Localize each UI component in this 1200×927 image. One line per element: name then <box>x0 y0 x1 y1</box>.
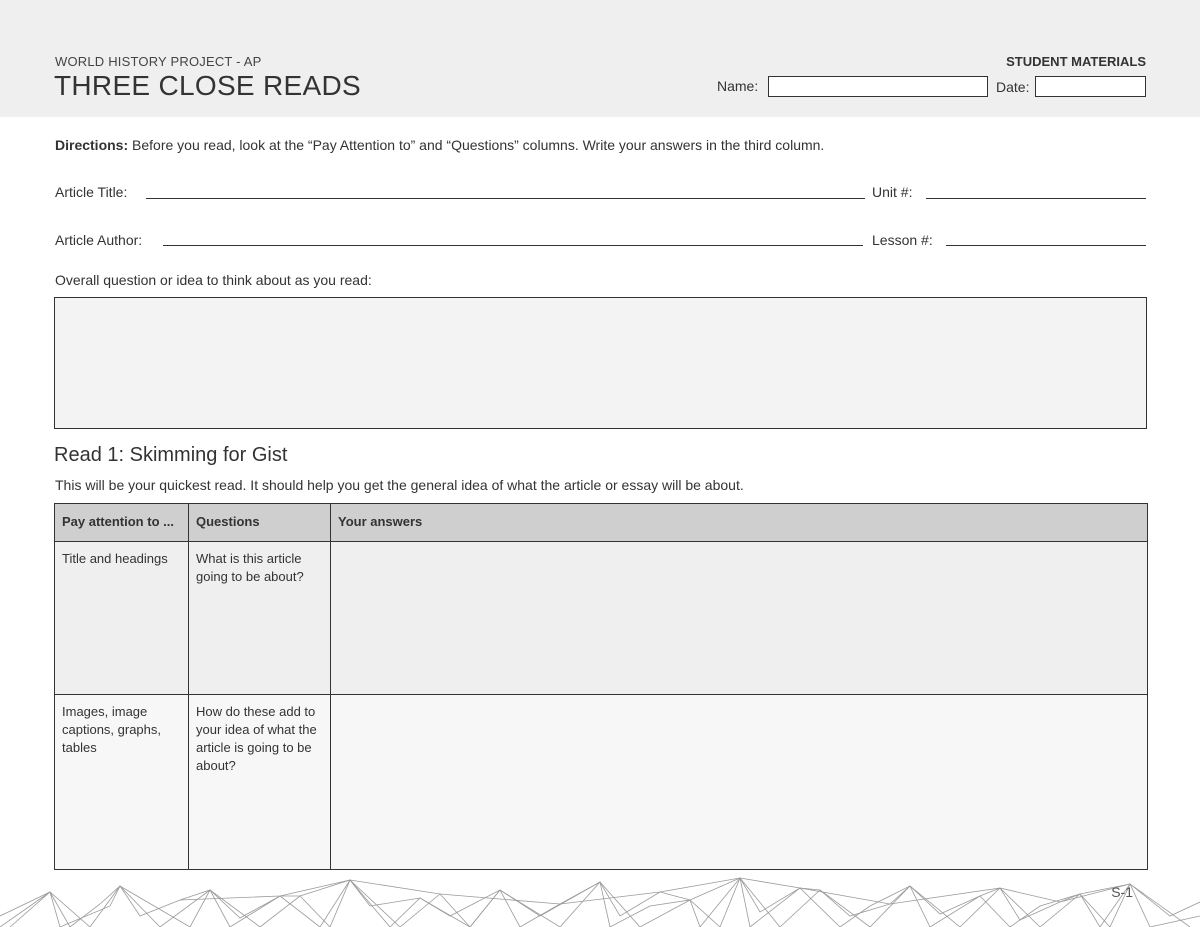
overall-question-label: Overall question or idea to think about as you read: <box>55 272 372 288</box>
course-label: WORLD HISTORY PROJECT - AP <box>55 54 262 69</box>
page-title: THREE CLOSE READS <box>54 70 361 101</box>
name-field[interactable] <box>768 76 988 97</box>
lesson-label: Lesson #: <box>872 232 933 248</box>
article-author-label: Article Author: <box>55 232 143 248</box>
table-header-row <box>55 504 1148 542</box>
read1-description: This will be your quickest read. It should help you get the general idea of what the article or essay will be about. <box>55 477 744 493</box>
unit-label: Unit #: <box>872 184 913 200</box>
student-materials-label: STUDENT MATERIALS <box>1006 54 1146 69</box>
table-row <box>55 695 1148 870</box>
name-label: Name: <box>717 78 759 94</box>
lesson-line[interactable] <box>946 245 1146 246</box>
article-author-line[interactable] <box>163 245 863 246</box>
directions-text: Before you read, look at the “Pay Attention to” and “Questions” columns. Write your answers in the third column. <box>128 137 825 153</box>
attention-cell: Images, image captions, graphs, tables <box>55 695 189 870</box>
column-header-questions: Questions <box>189 504 331 542</box>
column-header-answers: Your answers <box>331 504 1148 542</box>
directions <box>55 137 824 153</box>
article-title-label: Article Title: <box>55 184 128 200</box>
date-field[interactable] <box>1035 76 1146 97</box>
read1-title: Read 1: Skimming for Gist <box>54 444 288 466</box>
article-title-line[interactable] <box>146 198 865 199</box>
answer-cell[interactable] <box>331 542 1148 695</box>
question-cell: What is this article going to be about? <box>189 542 331 695</box>
table-row <box>55 542 1148 695</box>
attention-cell: Title and headings <box>55 542 189 695</box>
overall-question-box[interactable] <box>54 297 1147 429</box>
page-number: S-1 <box>1111 884 1133 900</box>
answer-cell[interactable] <box>331 695 1148 870</box>
date-label: Date: <box>996 79 1030 95</box>
read1-table <box>54 503 1148 870</box>
unit-line[interactable] <box>926 198 1146 199</box>
question-cell: How do these add to your idea of what the article is going to be about? <box>189 695 331 870</box>
footer-polygon-pattern <box>0 876 1200 927</box>
column-header-attention: Pay attention to ... <box>55 504 189 542</box>
directions-label: Directions: <box>55 137 129 153</box>
